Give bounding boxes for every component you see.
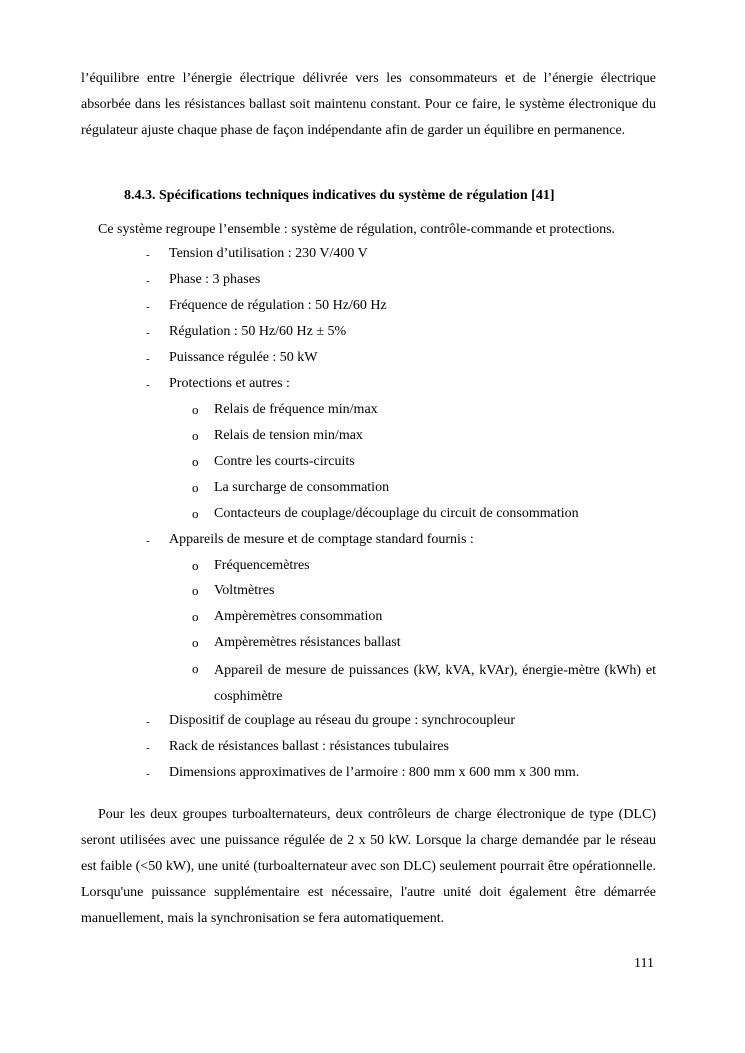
- list-dash: -: [146, 379, 150, 391]
- list-item: Tension d’utilisation : 230 V/400 V: [169, 246, 368, 261]
- list-item: Dimensions approximatives de l’armoire : 800 mm x 600 mm x 300 mm.: [169, 765, 580, 780]
- list-item: Rack de résistances ballast : résistances tubulaires: [169, 739, 449, 754]
- sublist-item: Fréquencemètres: [214, 558, 310, 573]
- sublist-item: Voltmètres: [214, 583, 275, 598]
- list-dash: -: [146, 768, 150, 780]
- list-item: Protections et autres :: [169, 376, 290, 391]
- sublist-item: Appareil de mesure de puissances (kW, kVA, kVAr), énergie-mètre (kWh) et cosphimètre: [214, 663, 656, 704]
- sublist-item: Relais de tension min/max: [214, 428, 363, 443]
- sublist-circle: o: [192, 480, 199, 495]
- list-dash: -: [146, 535, 150, 547]
- sublist-item: La surcharge de consommation: [214, 480, 390, 495]
- sublist-circle: o: [192, 402, 199, 417]
- sublist-circle: o: [192, 661, 199, 676]
- sublist-circle: o: [192, 428, 199, 443]
- list-dash: -: [146, 353, 150, 365]
- list-item: Puissance régulée : 50 kW: [169, 350, 318, 365]
- list-dash: -: [146, 275, 150, 287]
- list-item: Régulation : 50 Hz/60 Hz ± 5%: [169, 324, 347, 339]
- section-heading: 8.4.3. Spécifications techniques indicatives du système de régulation [41]: [124, 188, 555, 203]
- sublist-item: Relais de fréquence min/max: [214, 402, 378, 417]
- list-dash: -: [146, 716, 150, 728]
- sublist-circle: o: [192, 609, 199, 624]
- sublist-item: Contacteurs de couplage/découplage du circuit de consommation: [214, 506, 579, 521]
- sublist-item: Ampèremètres consommation: [214, 609, 383, 624]
- list-item: Phase : 3 phases: [169, 272, 261, 287]
- sublist-item: Contre les courts-circuits: [214, 454, 355, 469]
- closing-paragraph: Pour les deux groupes turboalternateurs, deux contrôleurs de charge électronique de type (DLC) seront utilisées avec une puissance régulée de 2 x 50 kW. Lorsque la charge demandée par le réseau est faible (<50 kW), une unité (turboalternateur avec son DLC) seulement pourrait être opérationnelle. Lorsqu'une puissance supplémentaire est nécessaire, l'autre unité doit également être démarrée manuellement, mais la synchronisation se fera automatiquement.: [81, 807, 656, 926]
- list-item: Fréquence de régulation : 50 Hz/60 Hz: [169, 298, 387, 313]
- list-dash: -: [146, 327, 150, 339]
- lead-sentence: Ce système regroupe l’ensemble : système de régulation, contrôle-commande et protections.: [98, 222, 616, 237]
- list-item: Dispositif de couplage au réseau du groupe : synchrocoupleur: [169, 713, 516, 728]
- list-dash: -: [146, 249, 150, 261]
- sublist-circle: o: [192, 635, 199, 650]
- sublist-item: Ampèremètres résistances ballast: [214, 635, 401, 650]
- sublist-circle: o: [192, 454, 199, 469]
- sublist-circle: o: [192, 506, 199, 521]
- sublist-circle: o: [192, 558, 199, 573]
- list-item: Appareils de mesure et de comptage standard fournis :: [169, 532, 474, 547]
- list-dash: -: [146, 742, 150, 754]
- sublist-circle: o: [192, 583, 199, 598]
- page-number: 111: [634, 956, 654, 971]
- list-dash: -: [146, 301, 150, 313]
- intro-paragraph: l’équilibre entre l’énergie électrique délivrée vers les consommateurs et de l’énergie électrique absorbée dans les résistances ballast soit maintenu constant. Pour ce faire, le système électronique du régulateur ajuste chaque phase de façon indépendante afin de garder un équilibre en permanence.: [81, 71, 656, 138]
